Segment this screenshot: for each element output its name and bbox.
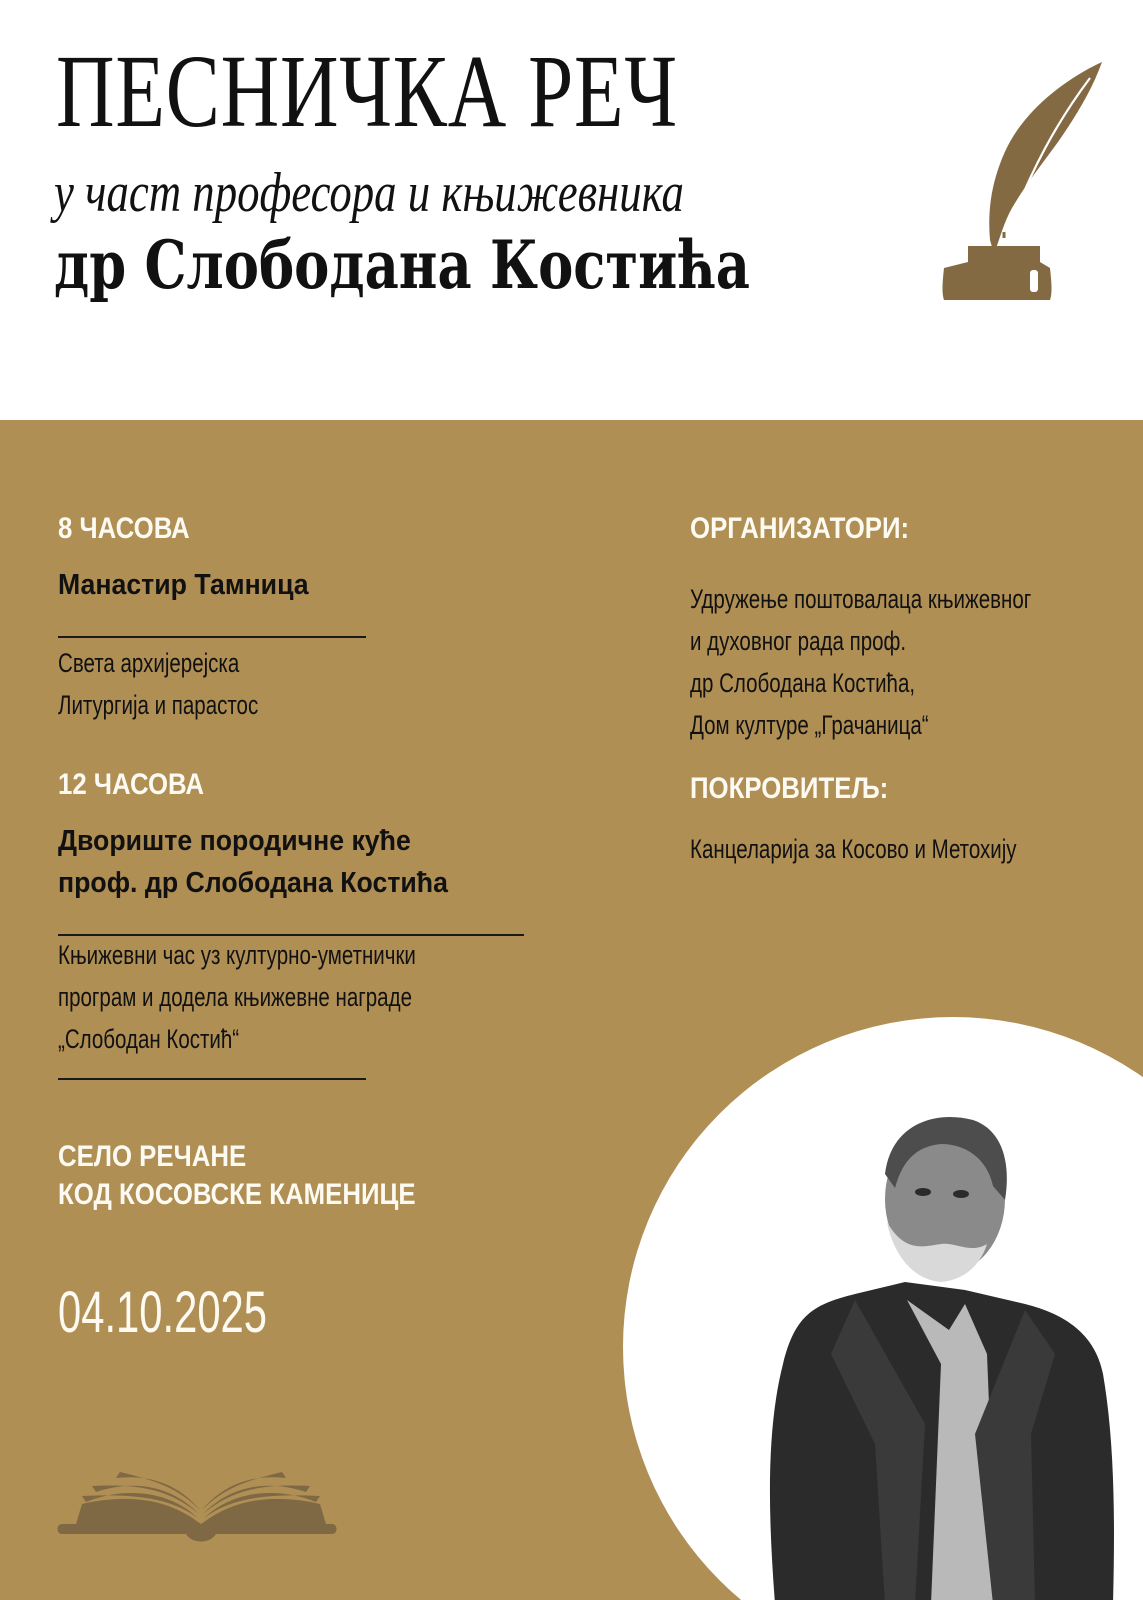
organizer-line: Удружење поштовалаца књижевног xyxy=(690,584,1032,614)
place-line: Двориште породичне куће xyxy=(58,825,411,857)
divider xyxy=(58,636,366,638)
organizer-line: Дом културе „Грачаница“ xyxy=(690,710,929,740)
organizer-line: др Слободана Костића, xyxy=(690,668,916,698)
location-line-2: КОД КОСОВСКЕ КАМЕНИЦЕ xyxy=(58,1178,416,1211)
patron-name: Канцеларија за Косово и Метохију xyxy=(690,834,1017,864)
honoree-name: др Слободана Костића xyxy=(54,226,750,304)
organizers-list xyxy=(690,578,1031,746)
description-line: програм и додела књижевне награде xyxy=(58,982,412,1012)
place-line: проф. др Слободана Костића xyxy=(58,867,448,900)
program-description-1 xyxy=(58,642,258,726)
program-place-2 xyxy=(58,820,448,904)
program-time-2: 12 ЧАСОВА xyxy=(58,768,205,801)
organizer-line: и духовног рада проф. xyxy=(690,626,907,656)
poster-header xyxy=(0,0,1143,420)
poster-subtitle: у част професора и књижевника xyxy=(54,162,684,224)
info-band xyxy=(0,420,1143,1600)
open-book-icon xyxy=(56,1458,346,1558)
patron-heading: ПОКРОВИТЕЉ: xyxy=(690,772,889,805)
poster-title: ПЕСНИЧКА РЕЧ xyxy=(56,34,678,149)
location-line-1: СЕЛО РЕЧАНЕ xyxy=(58,1140,247,1173)
organizers-heading: ОРГАНИЗАТОРИ: xyxy=(690,512,910,545)
quill-and-inkwell-icon xyxy=(930,58,1110,308)
description-line: „Слободан Костић“ xyxy=(58,1024,240,1054)
program-time-1: 8 ЧАСОВА xyxy=(58,512,190,545)
program-place-1: Манастир Тамница xyxy=(58,569,309,601)
portrait-photo xyxy=(735,1104,1135,1600)
description-line: Света архијерејска xyxy=(58,648,240,678)
divider xyxy=(58,1078,366,1080)
program-description-2 xyxy=(58,934,416,1060)
event-date: 04.10.2025 xyxy=(58,1280,268,1345)
description-line: Литургија и парастос xyxy=(58,690,259,720)
description-line: Књижевни час уз културно-уметнички xyxy=(58,940,416,970)
